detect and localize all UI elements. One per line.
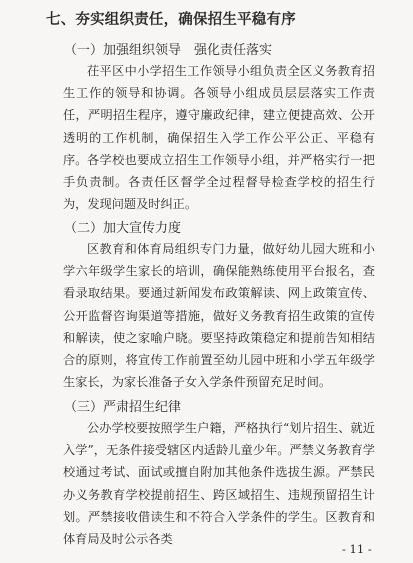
paragraph-1: 茌平区中小学招生工作领导小组负责全区义务教育招生工作的领导和协调。各领导小组成员层层落实工作责任，严明招生程序，遵守廉政纪律，建立便捷高效、公开透明的工作机制，确保招生入学工作公平公正、平稳有序。 — [63, 64, 375, 167]
subsection-heading-2: （二）加大宣传力度 — [64, 221, 182, 236]
paragraph-3: 区教育和体育局组织专门力量，做好幼儿园大班和小学六年级学生家长的培训，确保能熟练使用平台报名，查看录取结果。要通过新闻发布政策解读、网上政策宣传、公开监督咨询渠道等措施，做好义务教育招生政策的宣传和解读，使之家喻户晓。要坚持政策稳定和提前告知相结合的原则，将宣传工作前置至幼儿园中班和小学五年级学生家长，为家长准备子女入学条件预留充足时间。 — [63, 242, 375, 390]
subsection-heading-3: （三）严肃招生纪律 — [64, 400, 182, 415]
section-heading: 七、夯实组织责任，确保招生平稳有序 — [46, 11, 296, 28]
page-number: - 11 - — [342, 542, 372, 556]
paragraph-4: 公办学校要按照学生户籍，严格执行“划片招生、就近入学”，无条件接受辖区内适龄儿童少年。严禁义务教育学校通过考试、面试或擅自附加其他条件选拔生源。严禁民办义务教育学校提前招生、跨区域招生、违规预留招生计划。严禁接收借读生和不符合入学条件的学生。区教育和体育局及时公示各类 — [63, 421, 375, 547]
paragraph-2: 各学校也要成立招生工作领导小组，并严格实行一把手负责制。各责任区督学全过程督导检查学校的招生行为，发现问题及时纠正。 — [63, 153, 375, 212]
subsection-heading-1: （一）加强组织领导 强化责任落实 — [64, 43, 273, 58]
